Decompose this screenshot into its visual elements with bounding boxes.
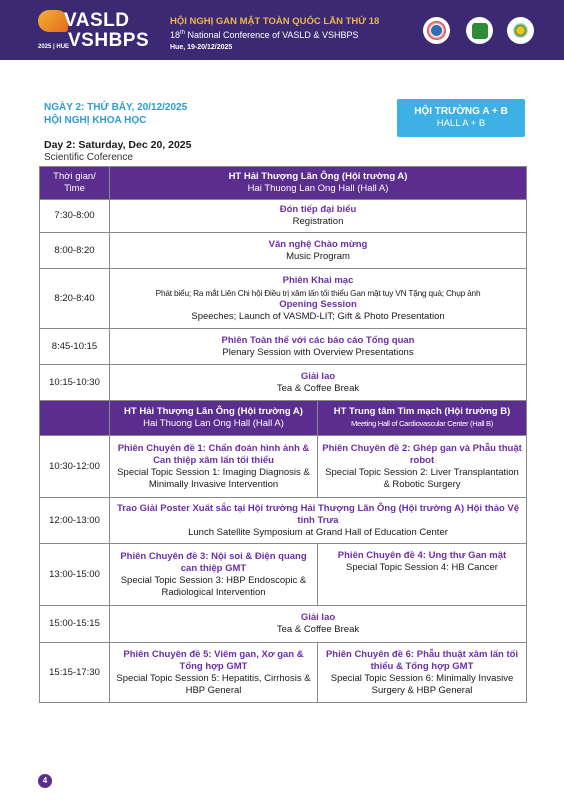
day-heading-en: Day 2: Saturday, Dec 20, 2025 — [44, 139, 192, 151]
conference-title-en: 18th National Conference of VASLD & VSHBPS — [170, 30, 359, 40]
table-row: 8:45-10:15 Phiên Toàn thể với các báo cáo Tổng quan Plenary Session with Overview Presentations — [40, 329, 527, 365]
table-row: 15:00-15:15 Giải lao Tea & Coffee Break — [40, 606, 527, 643]
table-row: 8:00-8:20 Văn nghệ Chào mừng Music Program — [40, 233, 527, 269]
conference-type-en: Scientific Coference — [44, 152, 133, 163]
split-header-row: HT Hải Thượng Lãn Ông (Hội trường A) Hai Thuong Lan Ong Hall (Hall A) HT Trung tâm Tim mạch (Hội trường B) Meeting Hall of Cardiovascular Center (Hall B) — [40, 401, 527, 436]
table-row: 13:00-15:00 Phiên Chuyên đề 3: Nội soi & Điện quang can thiệp GMT Special Topic Session 3: HBP Endoscopic & Radiological Intervention Phiên Chuyên đề 4: Ung thư Gan mật Special Topic Session 4: HB Cancer — [40, 544, 527, 606]
table-row: 7:30-8:00 Đón tiếp đại biểu Registration — [40, 200, 527, 233]
table-row: 8:20-8:40 Phiên Khai mạc Phát biểu; Ra mắt Liên Chi hội Điều trị xâm lấn tối thiểu Gan mật tụy VN Tặng quà; Chụp ảnh Opening Session Speeches; Launch of VASMD-LIT; Gift & Photo Presentation — [40, 269, 527, 329]
table-header-row: Thời gian/ Time HT Hải Thượng Lãn Ông (Hội trường A) Hai Thuong Lan Ong Hall (Hall A) — [40, 167, 527, 200]
society-seal-icon — [507, 17, 534, 44]
logo-vshbps: VSHBPS — [68, 30, 150, 51]
conference-logo — [38, 8, 156, 56]
table-row: 10:30-12:00 Phiên Chuyên đề 1: Chẩn đoán hình ảnh & Can thiệp xâm lấn tối thiểu Special Topic Session 1: Imaging Diagnosis & Minimally Invasive Intervention Phiên Chuyên đề 2: Ghép gan và Phẫu thuật robot Special Topic Session 2: Liver Transplantation & Robotic Surgery — [40, 436, 527, 498]
association-seal-icon — [423, 17, 450, 44]
page-number: 4 — [38, 774, 52, 788]
day-heading-vn: NGÀY 2: THỨ BẢY, 20/12/2025 HỘI NGHỊ KHOA HỌC — [44, 102, 188, 126]
hall-label: HỘI TRƯỜNG A + B HALL A + B — [397, 99, 525, 137]
cme-badge-icon — [466, 17, 493, 44]
table-row: 12:00-13:00 Trao Giải Poster Xuất sắc tại Hội trường Hải Thượng Lãn Ông (Hội trường A) Hội thảo Vệ tinh Trưa Lunch Satellite Symposium at Grand Hall of Education Center — [40, 498, 527, 544]
table-row: 15:15-17:30 Phiên Chuyên đề 5: Viêm gan, Xơ gan & Tổng hợp GMT Special Topic Session 5: Hepatitis, Cirrhosis & HBP General Phiên Chuyên đề 6: Phẫu thuật xâm lấn tối thiểu & Tổng hợp GMT Special Topic Session 6: Minimally Invasive Surgery & HBP General — [40, 643, 527, 703]
page-header — [0, 0, 564, 60]
conference-date: Hue, 19-20/12/2025 — [170, 44, 233, 51]
logo-year: 2025 | HUE — [38, 44, 70, 50]
logo-vasld: VASLD — [64, 10, 130, 31]
table-row: 10:15-10:30 Giải lao Tea & Coffee Break — [40, 365, 527, 401]
conference-title-vn: HỘI NGHỊ GAN MẬT TOÀN QUỐC LẦN THỨ 18 — [170, 16, 380, 27]
schedule-table — [39, 166, 527, 703]
